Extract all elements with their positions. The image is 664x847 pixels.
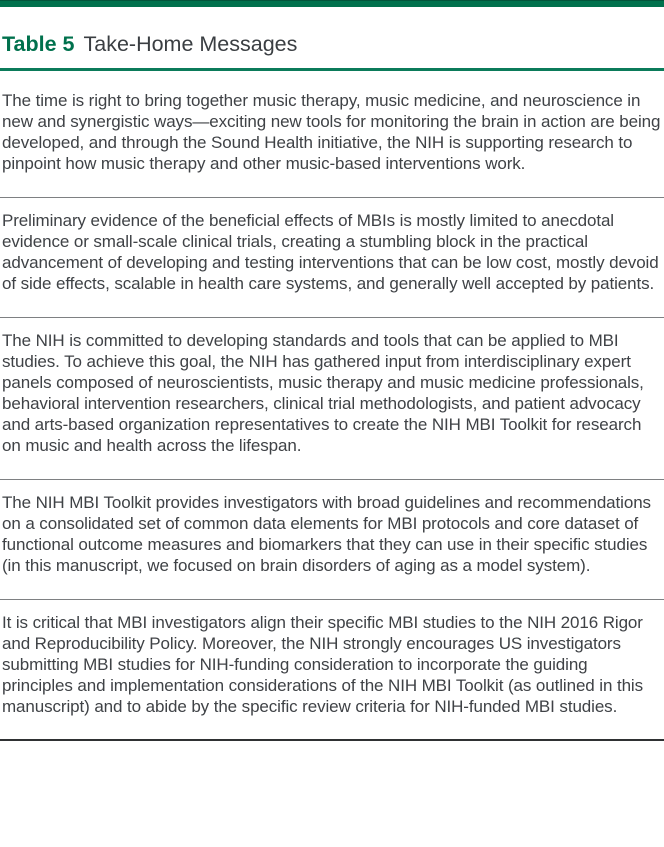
table-top-accent-bar <box>0 0 664 7</box>
table-header-line <box>2 29 662 59</box>
table-bottom-rule <box>0 739 664 741</box>
take-home-message-row <box>0 600 664 739</box>
take-home-messages-list <box>0 71 664 739</box>
table-header <box>0 7 664 68</box>
take-home-message-row <box>0 198 664 318</box>
take-home-message-text: The time is right to bring together music therapy, music medicine, and neuroscience in new and synergistic ways—exciting new tools for monitoring the brain in action are being developed, and through the Sound Health initiative, the NIH is supporting research to pinpoint how music therapy and other music-based interventions work. <box>2 91 661 173</box>
table-title: Take-Home Messages <box>83 32 298 56</box>
table-label: Table 5 <box>2 32 75 56</box>
take-home-message-row <box>0 318 664 480</box>
take-home-message-text: The NIH is committed to developing standards and tools that can be applied to MBI studies. To achieve this goal, the NIH has gathered input from interdisciplinary expert panels composed of neuroscientists, music therapy and music medicine professionals, behavioral intervention researchers, clinical trial methodologists, and patient advocacy and arts-based organization representatives to create the NIH MBI Toolkit for research on music and health across the lifespan. <box>2 331 644 455</box>
take-home-message-text: Preliminary evidence of the beneficial effects of MBIs is mostly limited to anecdotal evidence or small-scale clinical trials, creating a stumbling block in the practical advancement of developing and testing interventions that can be low cost, mostly devoid of side effects, scalable in health care systems, and generally well accepted by patients. <box>2 211 659 293</box>
take-home-message-text: It is critical that MBI investigators align their specific MBI studies to the NIH 2016 Rigor and Reproducibility Policy. Moreover, the NIH strongly encourages US investigators submitting MBI studies for NIH-funding consideration to incorporate the guiding principles and implementation considerations of the NIH MBI Toolkit (as outlined in this manuscript) and to abide by the specific review criteria for NIH-funded MBI studies. <box>2 613 643 716</box>
take-home-message-text: The NIH MBI Toolkit provides investigators with broad guidelines and recommendations on a consolidated set of common data elements for MBI protocols and core dataset of functional outcome measures and biomarkers that they can use in their specific studies (in this manuscript, we focused on brain disorders of aging as a model system). <box>2 493 651 575</box>
take-home-message-row <box>0 71 664 198</box>
take-home-message-row <box>0 480 664 600</box>
